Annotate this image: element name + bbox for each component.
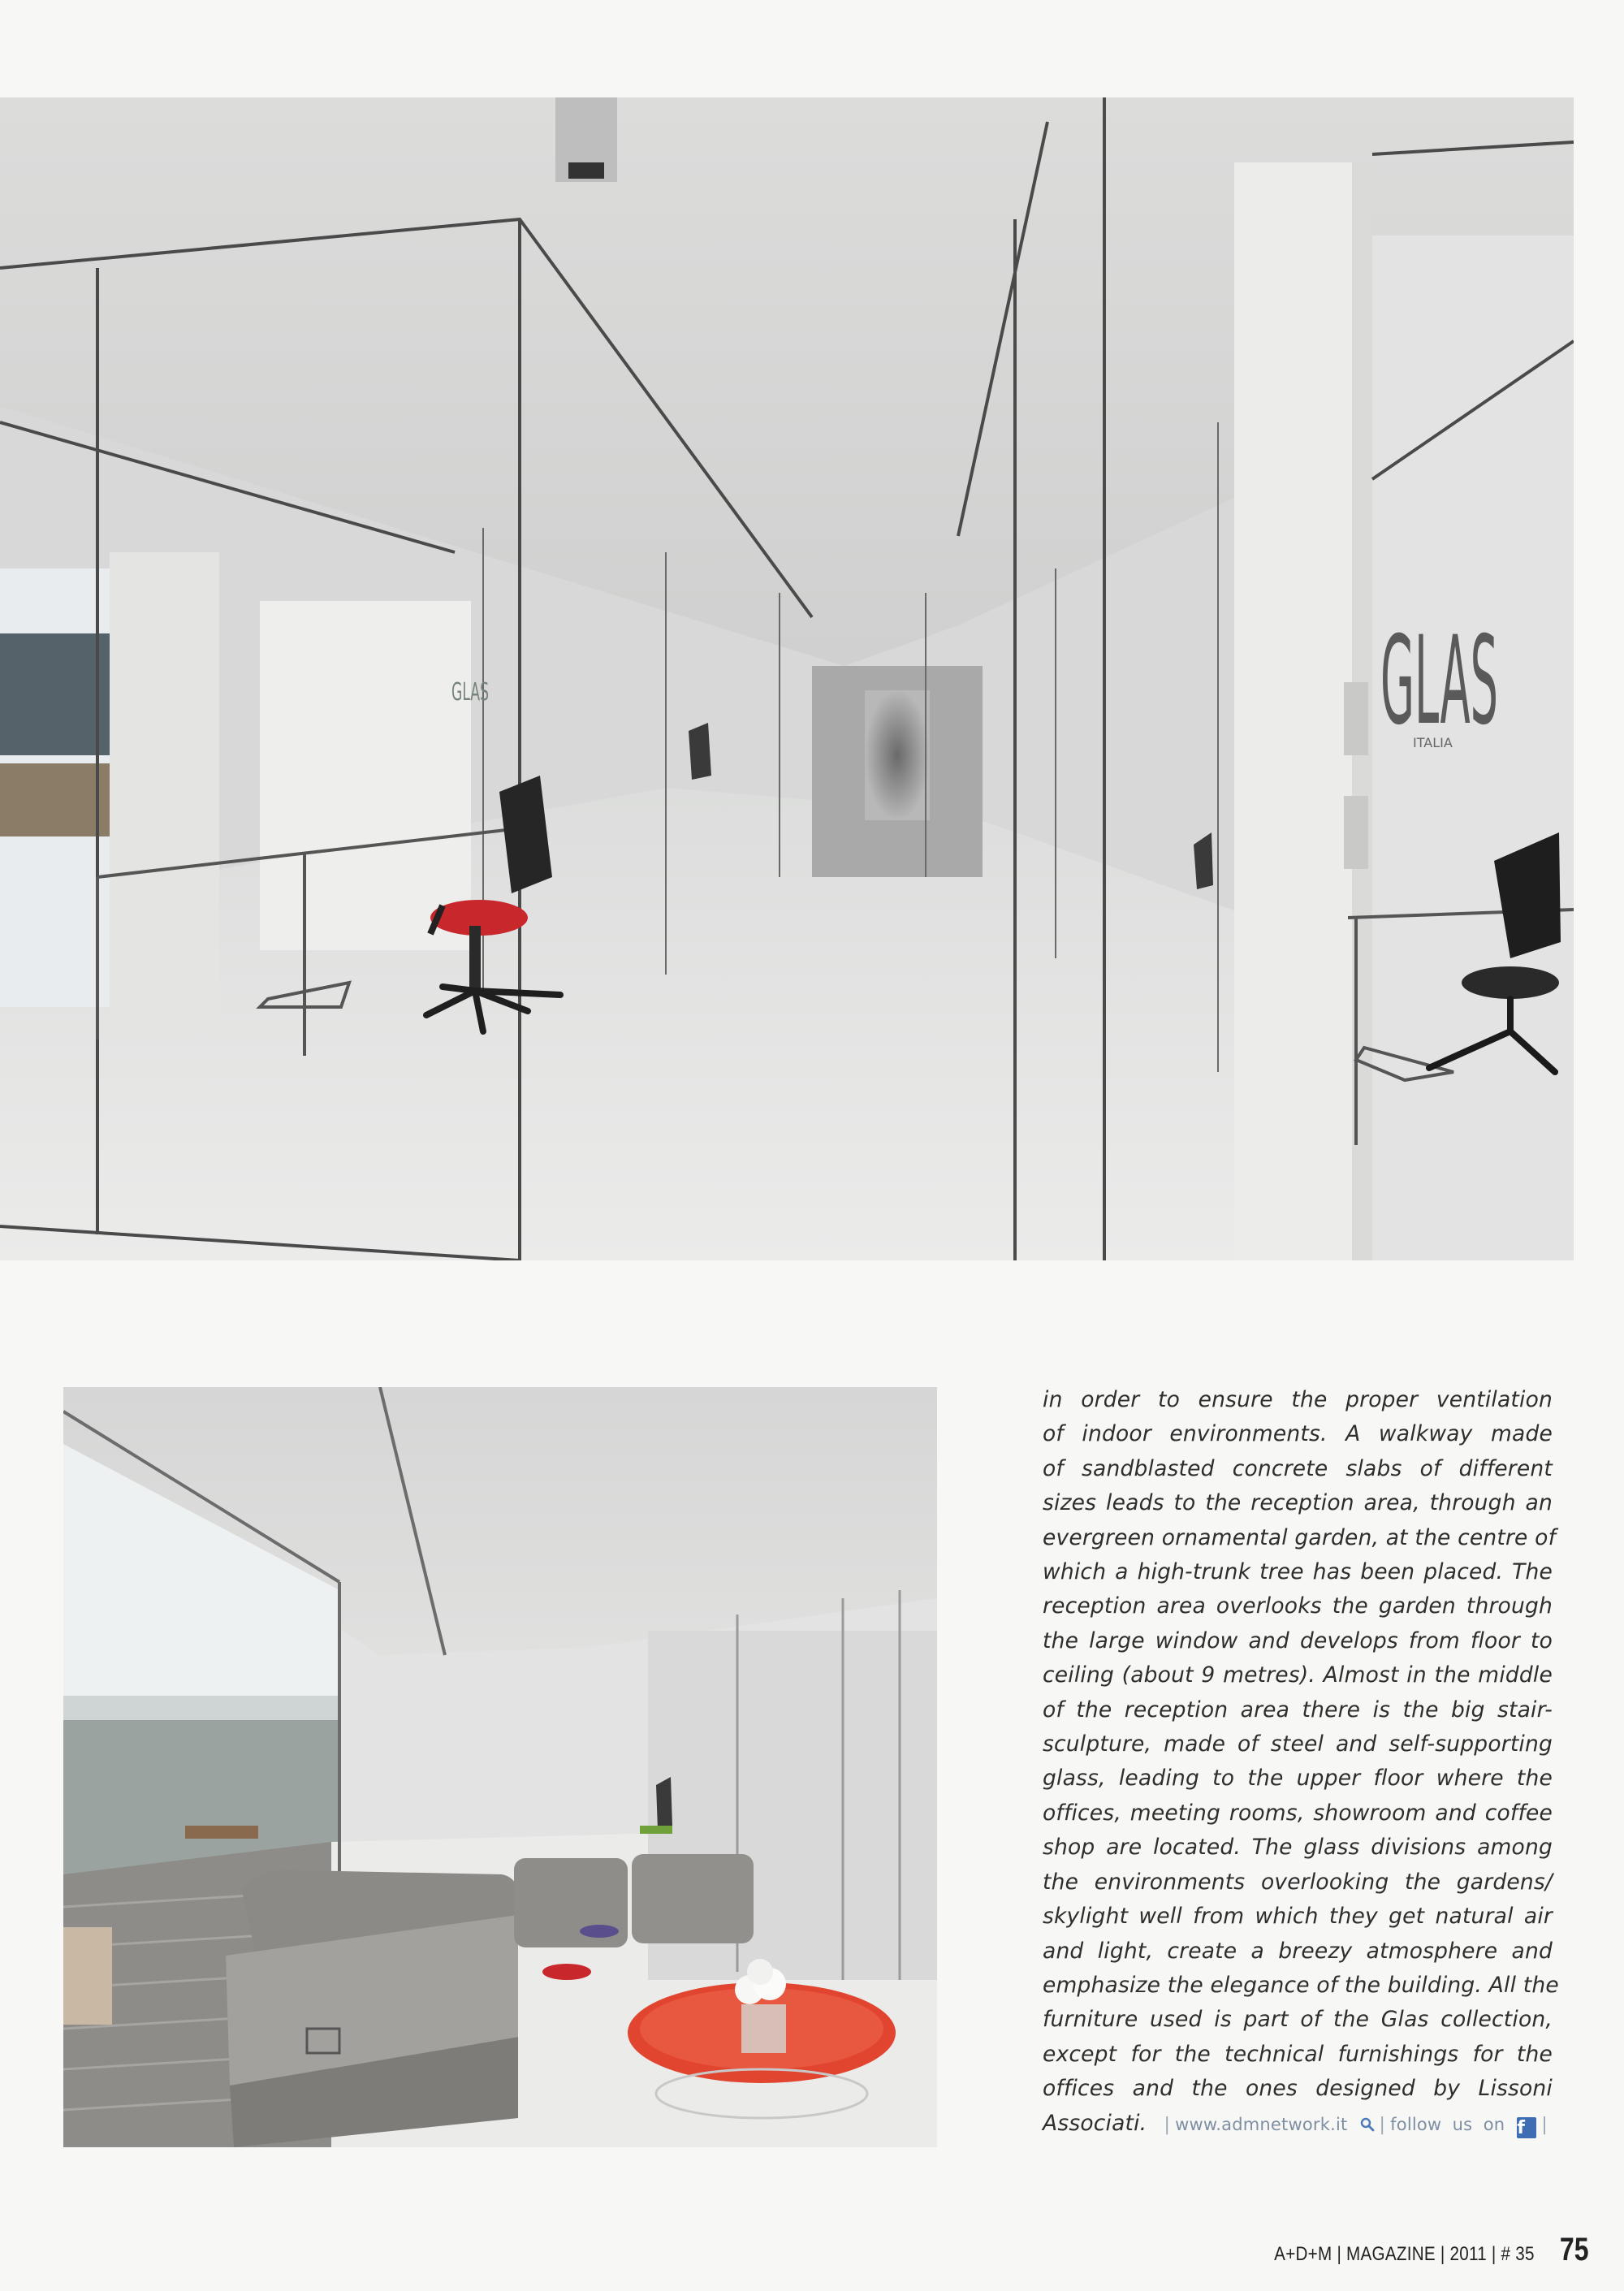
separator: | (1379, 2114, 1386, 2135)
magazine-issue: A+D+M | MAGAZINE | 2011 | # 35 (1273, 2243, 1535, 2265)
article-closing-word: Associati. (1043, 2110, 1147, 2136)
article-line: sculpture, made of steel and self-supporting (1043, 1731, 1553, 1757)
article-line: in order to ensure the proper ventilation (1043, 1387, 1553, 1412)
article-line: emphasize the elegance of the building. All the (1043, 1972, 1559, 1998)
page-footer (1232, 2232, 1588, 2268)
article-line: of indoor environments. A walkway made (1043, 1421, 1553, 1447)
follow-us-label: follow us on (1390, 2114, 1505, 2134)
article-line: except for the technical furnishings for the (1043, 2041, 1553, 2067)
bottom-lounge-photo (63, 1387, 937, 2147)
glas-logo-small: GLAS (451, 678, 489, 707)
article-line: ceiling (about 9 metres). Almost in the middle (1043, 1662, 1553, 1688)
article-line: the environments overlooking the gardens/ (1043, 1869, 1553, 1895)
article-line: and light, create a breezy atmosphere and (1043, 1938, 1553, 1964)
article-body (1043, 1383, 1559, 2142)
article-line: shop are located. The glass divisions among (1043, 1835, 1553, 1861)
top-office-photo (0, 97, 1574, 1260)
article-line: skylight well from which they get natural air (1043, 1904, 1553, 1930)
search-icon[interactable] (1360, 2117, 1375, 2132)
article-line: of sandblasted concrete slabs of different (1043, 1455, 1553, 1481)
facebook-icon[interactable]: f (1517, 2117, 1536, 2138)
article-last-line (1043, 2111, 1553, 2136)
article-line: which a high-trunk tree has been placed. The (1043, 1559, 1553, 1585)
article-line: reception area overlooks the garden through (1043, 1593, 1553, 1619)
separator: | (1541, 2114, 1548, 2135)
article-line: furniture used is part of the Glas collection, (1043, 2007, 1553, 2033)
separator: | (1164, 2114, 1171, 2135)
article-line: glass, leading to the upper floor where the (1043, 1766, 1553, 1792)
article-line: sizes leads to the reception area, through an (1043, 1490, 1553, 1516)
article-line: offices and the ones designed by Lissoni (1043, 2076, 1553, 2102)
gray-sofa (226, 1870, 519, 2147)
article-line: of the reception area there is the big stair- (1043, 1697, 1553, 1723)
glas-logo-large: GLAS (1380, 611, 1498, 752)
page-number: 75 (1559, 2232, 1588, 2267)
article-line: offices, meeting rooms, showroom and coffee (1043, 1800, 1553, 1826)
italia-label: ITALIA (1413, 735, 1453, 750)
website-link[interactable]: www.admnetwork.it (1175, 2114, 1348, 2134)
article-line: evergreen ornamental garden, at the centre of (1043, 1524, 1557, 1550)
article-line: the large window and develops from floor to (1043, 1627, 1553, 1653)
